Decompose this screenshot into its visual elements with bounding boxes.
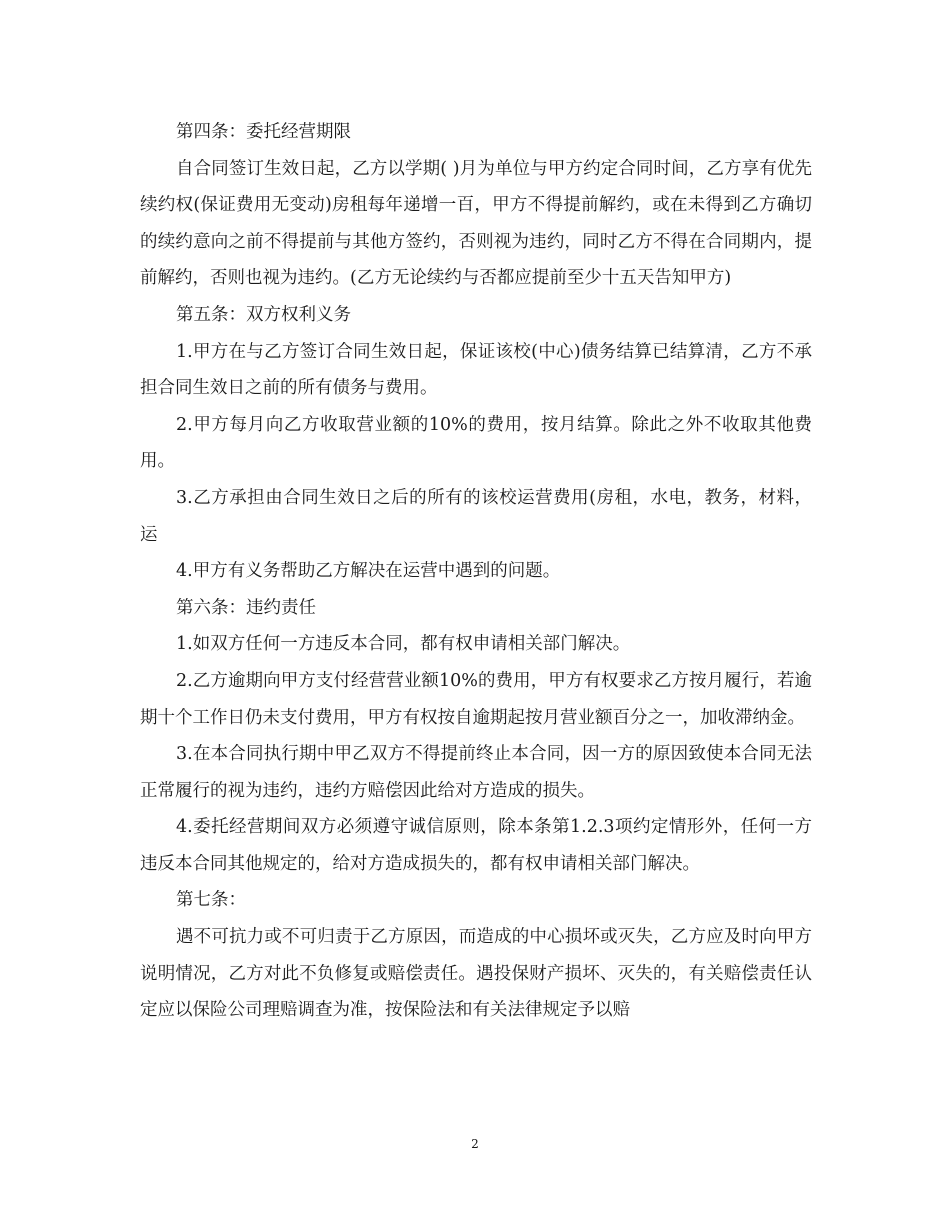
article-6-heading: 第六条：违约责任 — [176, 597, 316, 618]
article-5-heading: 第五条：双方权利义务 — [176, 304, 351, 325]
article-5-clause-1: 1.甲方在与乙方签订合同生效日起，保证该校(中心)债务结算已结算清，乙方不承担合同生效日之前的所有债务与费用。 — [140, 341, 812, 399]
page-number: 2 — [471, 1137, 479, 1151]
article-6-clause-1: 1.如双方任何一方违反本合同，都有权申请相关部门解决。 — [176, 634, 631, 655]
article-4-heading: 第四条：委托经营期限 — [176, 122, 351, 142]
document-body — [140, 114, 812, 1029]
article-4-body: 自合同签订生效日起，乙方以学期( )月为单位与甲方约定合同时间，乙方享有优先续约权(保证费用无变动)房租每年递增一百，甲方不得提前解约，或在未得到乙方确切的续约意向之前不得提前与其他方签约，否则视为违约，同时乙方不得在合同期内，提前解约，否则也视为违约。(乙方无论续约与否都应提前至少十五天告知甲方) — [140, 158, 812, 289]
article-5-clause-2: 2.甲方每月向乙方收取营业额的10%的费用，按月结算。除此之外不收取其他费用。 — [140, 414, 812, 472]
article-6-clause-2: 2.乙方逾期向甲方支付经营营业额10%的费用，甲方有权要求乙方按月履行，若逾期十个工作日仍未支付费用，甲方有权按自逾期起按月营业额百分之一，加收滞纳金。 — [140, 670, 812, 728]
article-5-clause-3: 3.乙方承担由合同生效日之后的所有的该校运营费用(房租，水电，教务，材料，运 — [140, 487, 812, 545]
article-7-body: 遇不可抗力或不可归责于乙方原因，而造成的中心损坏或灭失，乙方应及时向甲方说明情况，乙方对此不负修复或赔偿责任。遇投保财产损坏、灭失的，有关赔偿责任认定应以保险公司理赔调查为准，按保险法和有关法律规定予以赔 — [140, 927, 812, 1021]
article-6-clause-3: 3.在本合同执行期中甲乙双方不得提前终止本合同，因一方的原因致使本合同无法正常履行的视为违约，违约方赔偿因此给对方造成的损失。 — [140, 744, 812, 801]
article-5-clause-4: 4.甲方有义务帮助乙方解决在运营中遇到的问题。 — [176, 561, 561, 582]
article-7-heading: 第七条： — [176, 890, 246, 911]
article-6-clause-4: 4.委托经营期间双方必须遵守诚信原则，除本条第1.2.3项约定情形外，任何一方违反本合同其他规定的，给对方造成损失的，都有权申请相关部门解决。 — [140, 817, 812, 874]
